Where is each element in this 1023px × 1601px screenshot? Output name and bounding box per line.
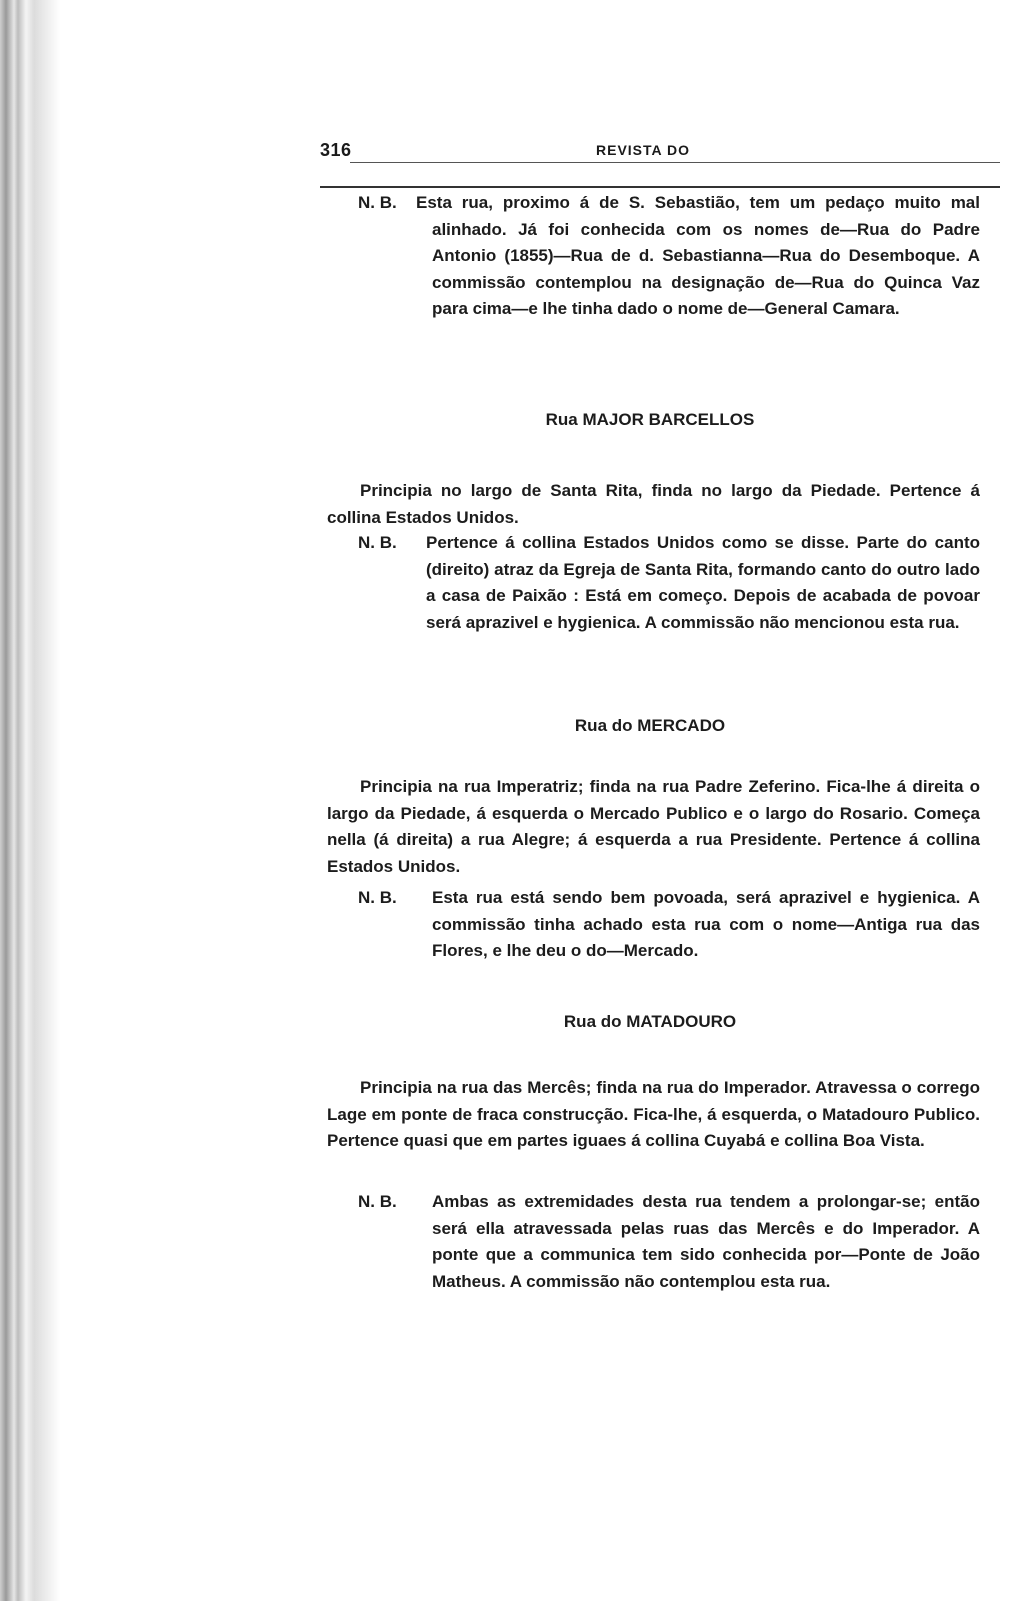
header-double-rule xyxy=(320,186,1000,188)
nb-label: N. B. xyxy=(358,533,397,552)
section-heading-matadouro: Rua do MATADOURO xyxy=(563,1012,737,1031)
running-title: REVISTA DO xyxy=(596,142,691,158)
paragraph-mercado: Principia na rua Imperatriz; finda na rua Padre Zeferino. Fica-lhe á direita o largo da Piedade, á esquerda o Mercado Publico e o largo do Rosario. Começa nella (á direita) a rua Alegre; á esquerda a rua Presidente. Pertence á collina Estados Unidos. xyxy=(327,777,980,876)
paragraph-matadouro: Principia na rua das Mercês; finda na rua do Imperador. Atravessa o corrego Lage em ponte de fraca construcção. Fica-lhe, á esquerda, o Matadouro Publico. Pertence quasi que em partes iguaes á collina Cuyabá e collina Boa Vista. xyxy=(327,1078,980,1150)
nb-label: N. B. xyxy=(358,888,397,907)
nb-paragraph-major-barcellos: Pertence á collina Estados Unidos como se disse. Parte do canto (direito) atraz da Egreja de Santa Rita, formando canto do outro lado a casa de Paixão : Está em começo. Depois de acabada de povoar será aprazivel e hygienica. A commissão não mencionou esta rua. xyxy=(426,533,980,632)
nb-paragraph-mercado: Esta rua está sendo bem povoada, será aprazivel e hygienica. A commissão tinha achado esta rua com o nome—Antiga rua das Flores, e lhe deu o do—Mercado. xyxy=(432,888,980,960)
nb-paragraph xyxy=(416,190,980,323)
nb-label: N. B. xyxy=(358,193,397,212)
page-number: 316 xyxy=(320,140,352,160)
section-heading-mercado: Rua do MERCADO xyxy=(574,716,726,735)
page-header xyxy=(320,138,1000,168)
nb-text: Esta rua, proximo á de S. Sebastião, tem um pedaço muito mal alinhado. Já foi conhecida com os nomes de—Rua do Padre Antonio (1855)—Rua de d. Sebastianna—Rua do Desemboque. A commissão contemplou na designação de—Rua do Quinca Vaz para cima—e lhe tinha dado o nome de—General Camara. xyxy=(416,193,980,318)
paragraph-major-barcellos: Principia no largo de Santa Rita, finda no largo da Piedade. Pertence á collina Estados Unidos. xyxy=(327,481,980,527)
nb-paragraph-matadouro: Ambas as extremidades desta rua tendem a prolongar-se; então será ella atravessada pelas ruas das Mercês e do Imperador. A ponte que a communica tem sido conhecida por—Ponte de João Matheus. A commissão não contemplou esta rua. xyxy=(432,1192,980,1291)
header-rule xyxy=(350,162,1000,163)
section-heading-major-barcellos: Rua MAJOR BARCELLOS xyxy=(545,410,755,429)
nb-label: N. B. xyxy=(358,1192,397,1211)
